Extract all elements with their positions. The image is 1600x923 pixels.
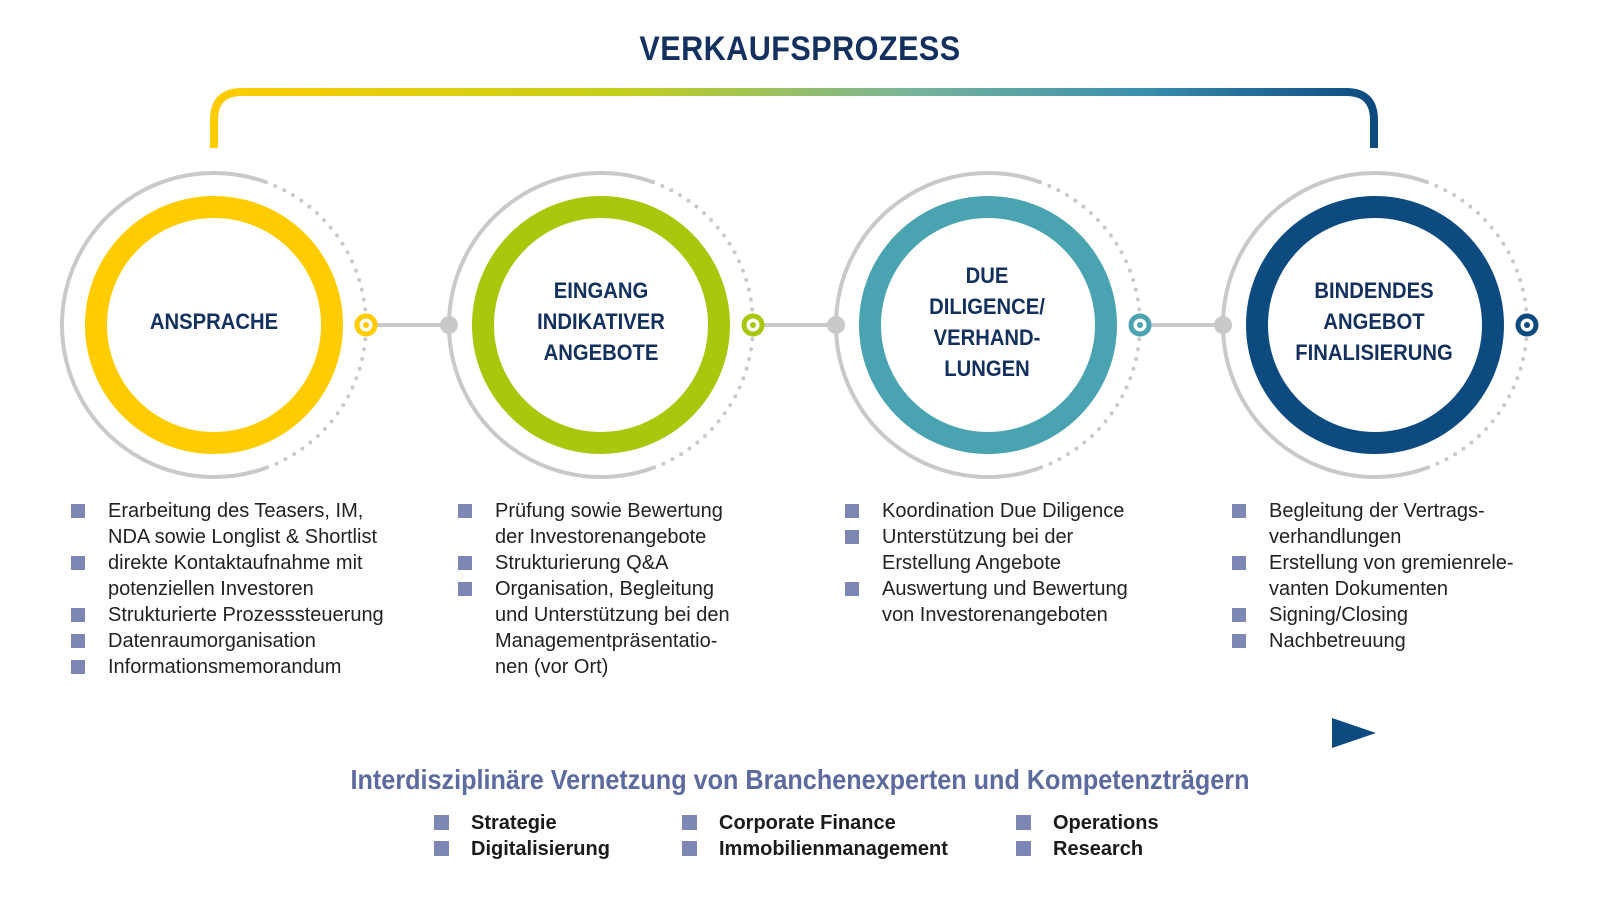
connector-node <box>1214 316 1232 334</box>
list-item <box>71 498 401 550</box>
bullet-text: Datenraumorganisation <box>108 630 316 652</box>
bullet-square-icon <box>434 841 449 856</box>
bullet-text: Informationsmemorandum <box>108 656 342 678</box>
discipline-text: Immobilienmanagement <box>719 838 948 860</box>
bullet-square-icon <box>71 556 85 570</box>
discipline-item <box>682 810 948 836</box>
step-label-bindendes-angebot-finalisierung: BINDENDES ANGEBOT FINALISIERUNG <box>1295 278 1453 365</box>
bullets-eingang-indikativer-angebote <box>458 498 778 680</box>
diagram-subtitle: Interdisziplinäre Vernetzung von Branchenexperten und Kompetenzträgern <box>350 764 1250 795</box>
discipline-text: Digitalisierung <box>471 838 610 860</box>
bullet-square-icon <box>845 530 859 544</box>
list-item <box>71 628 401 654</box>
discipline-text: Corporate Finance <box>719 812 896 834</box>
discipline-item <box>434 836 610 862</box>
list-item <box>845 524 1165 576</box>
bullet-text: Signing/Closing <box>1269 604 1408 626</box>
bullet-text: Begleitung der Vertrags- verhandlungen <box>1269 500 1485 548</box>
bullet-text: Organisation, Begleitung und Unterstützung bei den Managementpräsentatio- nen (vor Ort) <box>495 578 730 678</box>
bullet-text: Auswertung und Bewertung von Investorenangeboten <box>882 578 1128 626</box>
discipline-item <box>1016 810 1159 836</box>
discipline-text: Operations <box>1053 812 1159 834</box>
list-item <box>458 576 778 680</box>
discipline-column-1 <box>434 810 610 862</box>
top-bracket <box>214 92 1374 148</box>
bullet-text: Unterstützung bei der Erstellung Angebote <box>882 526 1074 574</box>
step-node-center <box>1137 322 1143 328</box>
bullet-text: Erarbeitung des Teasers, IM, NDA sowie Longlist & Shortlist <box>108 500 378 548</box>
bullet-square-icon <box>1232 634 1246 648</box>
bullet-square-icon <box>434 815 449 830</box>
step-label-eingang-indikativer-angebote: EINGANG INDIKATIVER ANGEBOTE <box>537 278 665 365</box>
bullet-square-icon <box>845 504 859 518</box>
list-item <box>458 498 778 550</box>
discipline-column-3 <box>1016 810 1159 862</box>
bullet-square-icon <box>1232 504 1246 518</box>
step-label-ansprache: ANSPRACHE <box>149 309 279 334</box>
bullet-square-icon <box>71 634 85 648</box>
bullet-square-icon <box>1016 841 1031 856</box>
bullet-square-icon <box>1232 608 1246 622</box>
bullets-due-diligence-verhandlungen <box>845 498 1165 628</box>
bullet-text: Erstellung von gremienrele- vanten Dokumenten <box>1269 552 1514 600</box>
bullet-text: Nachbetreuung <box>1269 630 1406 652</box>
bullet-square-icon <box>71 504 85 518</box>
bullet-text: direkte Kontaktaufnahme mit potenziellen Investoren <box>108 552 363 600</box>
bullet-square-icon <box>458 582 472 596</box>
bullet-square-icon <box>682 815 697 830</box>
discipline-column-2 <box>682 810 948 862</box>
bullets-ansprache <box>71 498 401 680</box>
step-node-center <box>363 322 369 328</box>
step-label-due-diligence-verhandlungen: DUE DILIGENCE/ VERHAND- LUNGEN <box>929 263 1045 381</box>
list-item <box>1232 602 1562 628</box>
discipline-item <box>682 836 948 862</box>
discipline-text: Strategie <box>471 812 557 834</box>
bullet-square-icon <box>71 608 85 622</box>
bullet-text: Koordination Due Diligence <box>882 500 1125 522</box>
list-item <box>1232 498 1562 550</box>
bullet-square-icon <box>682 841 697 856</box>
connector-node <box>440 316 458 334</box>
bullets-bindendes-angebot-finalisierung <box>1232 498 1562 654</box>
discipline-item <box>434 810 610 836</box>
connector-node <box>827 316 845 334</box>
list-item <box>1232 628 1562 654</box>
bullet-square-icon <box>458 556 472 570</box>
step-node-center <box>750 322 756 328</box>
bullet-square-icon <box>1016 815 1031 830</box>
bullet-square-icon <box>845 582 859 596</box>
list-item <box>71 550 401 602</box>
discipline-text: Research <box>1053 838 1144 860</box>
bullet-square-icon <box>1232 556 1246 570</box>
bullet-text: Strukturierung Q&A <box>495 552 669 574</box>
list-item <box>1232 550 1562 602</box>
list-item <box>71 602 401 628</box>
list-item <box>71 654 401 680</box>
list-item <box>458 550 778 576</box>
bullet-square-icon <box>71 660 85 674</box>
list-item <box>845 576 1165 628</box>
list-item <box>845 498 1165 524</box>
bottom-arrow-head <box>1332 718 1376 748</box>
step-node-center <box>1524 322 1530 328</box>
bullet-text: Strukturierte Prozesssteuerung <box>108 604 384 626</box>
bullet-text: Prüfung sowie Bewertung der Investorenangebote <box>495 500 723 548</box>
bullet-square-icon <box>458 504 472 518</box>
discipline-item <box>1016 836 1159 862</box>
diagram-title: VERKAUFSPROZESS <box>639 30 961 68</box>
